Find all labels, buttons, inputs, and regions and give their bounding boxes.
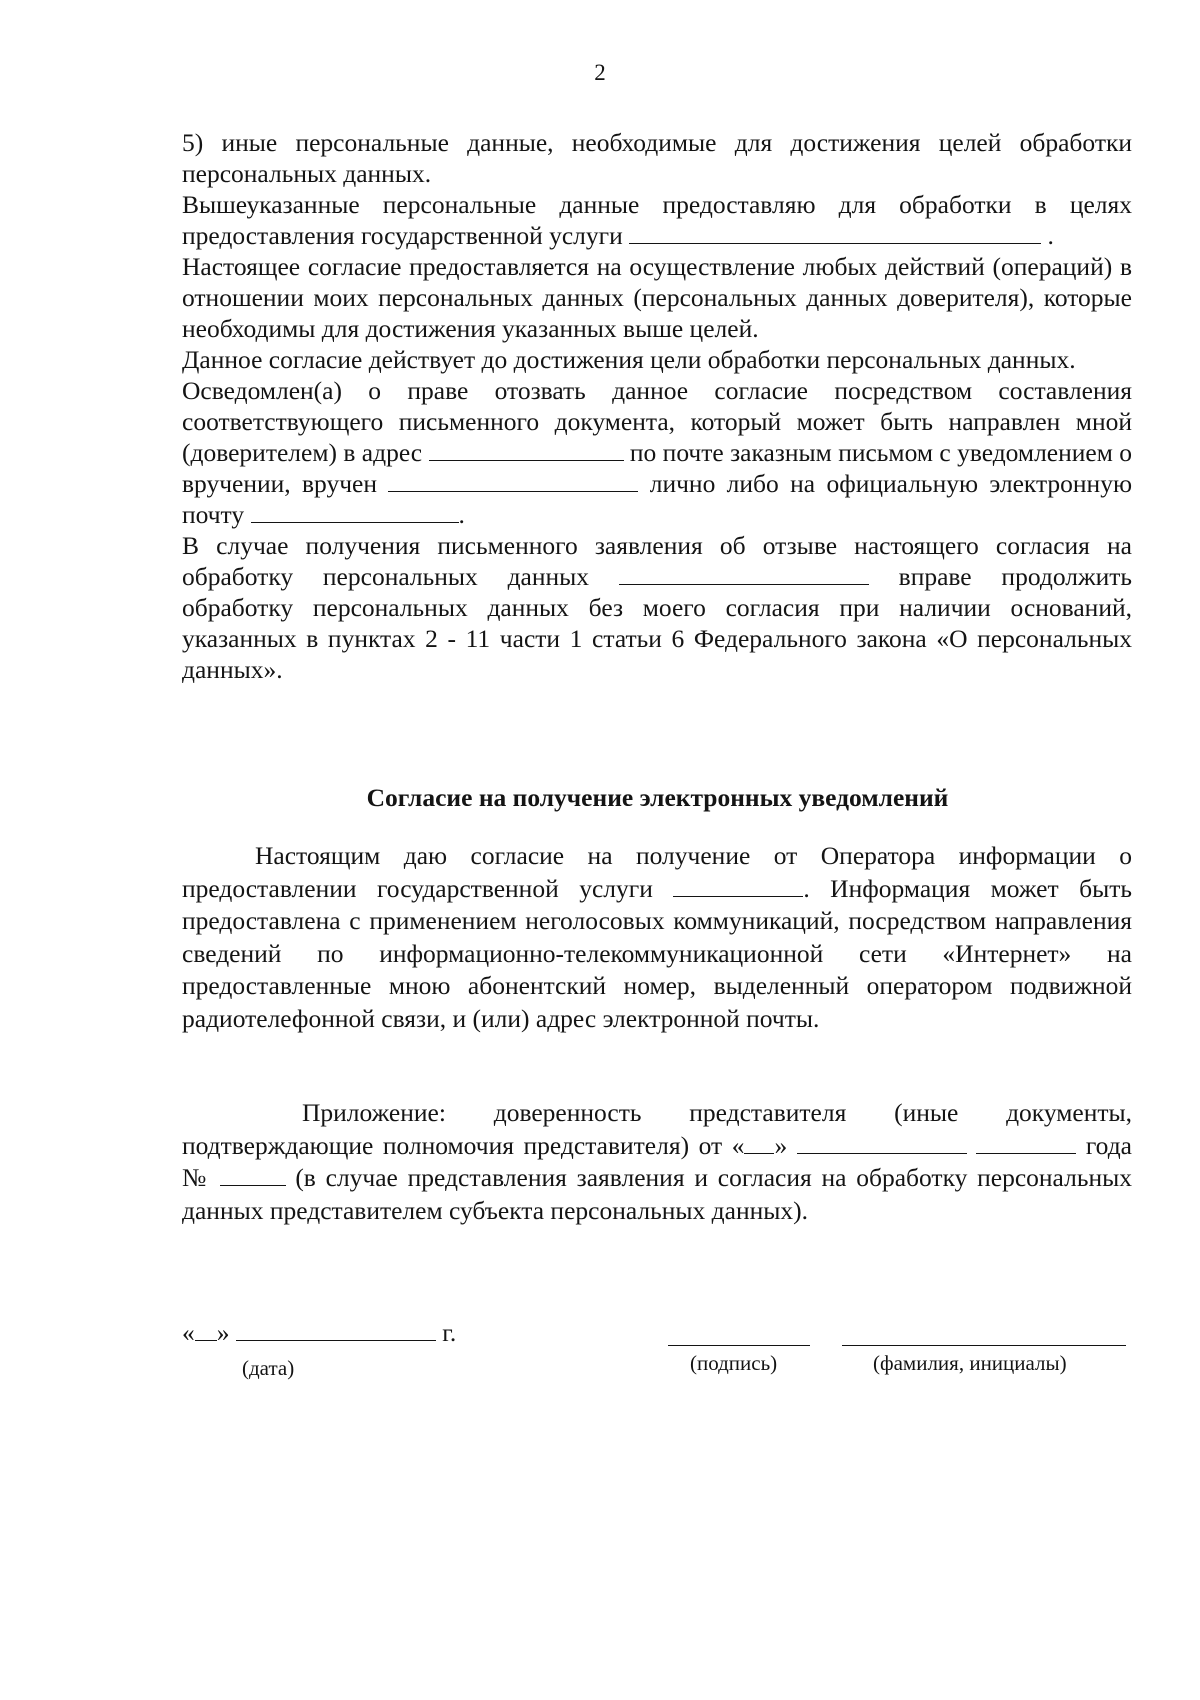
date-quote-open: « <box>182 1318 195 1347</box>
paragraph-after-revocation-text-a: В случае получения письменного заявления об отзыве настоящего согласия на обработку персональных данных <box>182 531 1132 591</box>
delivered-to-blank[interactable] <box>388 469 638 492</box>
paragraph-purpose <box>182 189 1132 251</box>
paragraph-other-data <box>182 127 1132 189</box>
email-blank[interactable] <box>251 500 459 523</box>
service-name-blank[interactable] <box>629 221 1041 244</box>
paragraph-actions <box>182 251 1132 344</box>
page-number: 2 <box>594 60 606 85</box>
date-day-blank[interactable] <box>195 1318 217 1341</box>
date-caption: (дата) <box>242 1356 295 1380</box>
date-year-suffix: г. <box>442 1318 457 1347</box>
notifications-heading: Согласие на получение электронных уведомлений <box>366 783 949 812</box>
notifications-paragraph <box>182 840 1132 1035</box>
signature-blank[interactable] <box>668 1321 810 1346</box>
paragraph-revocation-text-a: Осведомлен(а) о праве отозвать данное согласие посредством составления соответствующего письменного документа, который может быть направлен мной (доверителем) в адрес <box>182 376 1132 467</box>
paragraph-actions-text: Настоящее согласие предоставляется на осуществление любых действий (операций) в отношении моих персональных данных (персональных данных доверителя), которые необходимы для достижения указанных выше целей. <box>182 252 1132 343</box>
annex-day-blank[interactable] <box>744 1131 774 1154</box>
annex-paragraph <box>182 1097 1132 1227</box>
paragraph-other-data-text: 5) иные персональные данные, необходимые для достижения целей обработки персональных данных. <box>182 128 1132 188</box>
date-quote-close: » <box>216 1318 230 1347</box>
annex-month-blank[interactable] <box>797 1131 967 1154</box>
signature-date-row <box>182 1318 456 1348</box>
notifications-text-b: . Информация может быть предоставлена с применением неголосовых коммуникаций, посредством направления сведений по информационно-телекоммуникационной сети «Интернет» на предоставленные мною абонентский номер, выделенный оператором подвижной радиотелефонной связи, и (или) адрес электронной почты. <box>182 873 1132 1033</box>
name-initials-blank[interactable] <box>842 1321 1126 1346</box>
annex-year-blank[interactable] <box>976 1131 1076 1154</box>
paragraph-after-revocation-text-b: вправе продолжить обработку персональных данных без моего согласия при наличии оснований, указанных в пунктах 2 - 11 части 1 статьи 6 Федерального закона «О персональных данных». <box>182 562 1132 684</box>
annex-text-b: » <box>774 1130 797 1160</box>
address-blank[interactable] <box>429 438 624 461</box>
operator-blank[interactable] <box>619 562 869 585</box>
consent-body <box>182 127 1132 685</box>
name-caption: (фамилия, инициалы) <box>873 1351 1067 1375</box>
notifications-text-a: Настоящим даю согласие на получение от Оператора информации о предоставлении государственной услуги <box>182 841 1132 903</box>
paragraph-revocation-text-c: лично либо на официальную электронную почту <box>182 469 1132 529</box>
signature-caption: (подпись) <box>690 1351 778 1375</box>
annex-number-blank[interactable] <box>220 1163 286 1186</box>
paragraph-validity <box>182 344 1132 375</box>
paragraph-revocation-text-b: по почте заказным письмом с уведомлением о вручении, вручен <box>182 438 1133 498</box>
paragraph-revocation <box>182 375 1132 530</box>
paragraph-purpose-text: Вышеуказанные персональные данные предоставляю для обработки в целях предоставления государственной услуги <box>182 190 1132 250</box>
paragraph-validity-text: Данное согласие действует до достижения цели обработки персональных данных. <box>182 345 1076 374</box>
paragraph-after-revocation <box>182 530 1132 685</box>
annex-text-a: Приложение: доверенность представителя (иные документы, подтверждающие полномочия представителя) от « <box>182 1098 1132 1160</box>
paragraph-revocation-text-d: . <box>458 500 465 529</box>
annex-text-d: (в случае представления заявления и согласия на обработку персональных данных представителем субъекта персональных данных). <box>182 1163 1132 1225</box>
notification-service-blank[interactable] <box>673 874 803 897</box>
annex-text-c: года № <box>182 1130 1132 1192</box>
date-month-blank[interactable] <box>236 1318 436 1341</box>
paragraph-purpose-end: . <box>1041 221 1054 250</box>
